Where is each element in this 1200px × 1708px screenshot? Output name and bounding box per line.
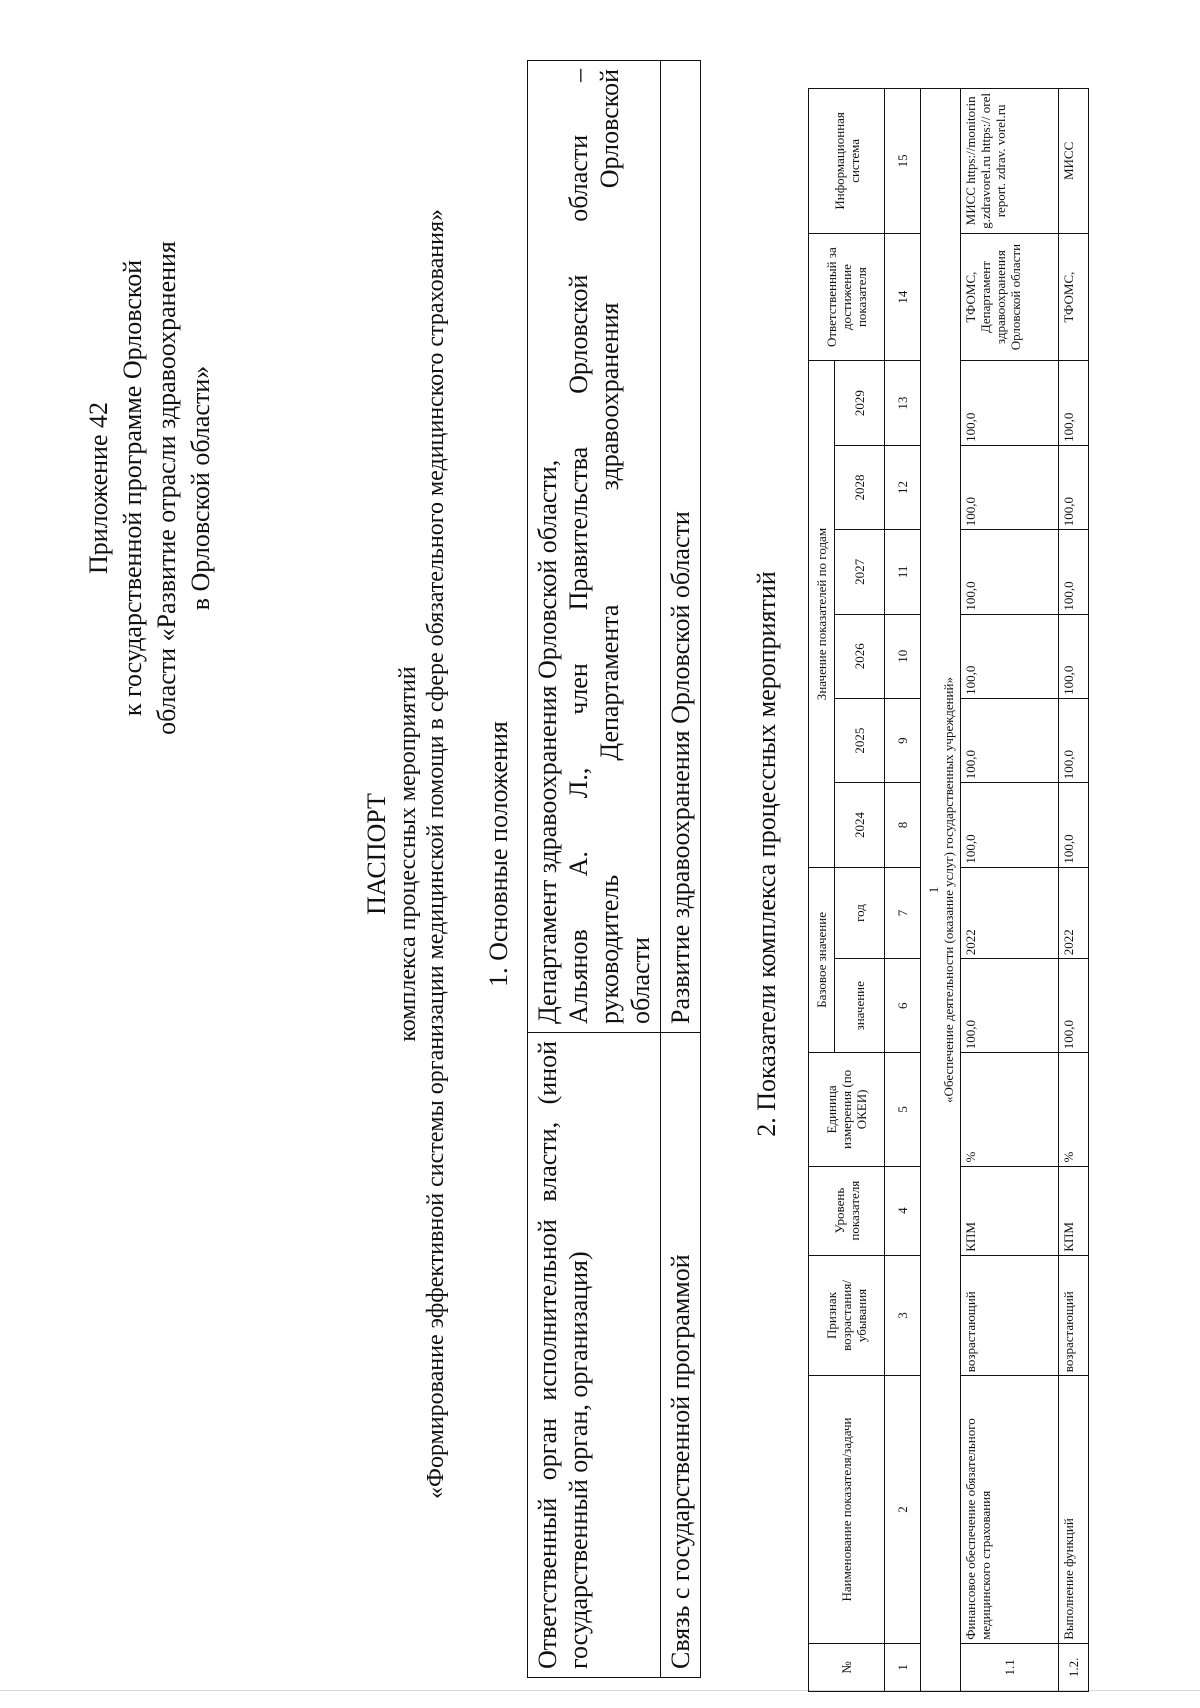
group-title-cell xyxy=(921,89,961,1692)
group-row xyxy=(921,89,961,1692)
row-unit-cell: % xyxy=(1059,1053,1089,1166)
appendix-line: к государственной программе Орловской xyxy=(118,259,147,717)
row-value-cell: 100,0 xyxy=(961,698,1059,782)
column-number-row xyxy=(885,89,921,1692)
appendix-header xyxy=(82,148,218,828)
row-value-cell: 100,0 xyxy=(961,361,1059,445)
column-number-cell: 15 xyxy=(885,89,921,234)
table-header-row xyxy=(809,89,835,1692)
row-info-system-cell: МИСС xyxy=(1059,89,1089,234)
row-name-cell: Финансовое обеспечение обязательного медицинского страхования xyxy=(961,1376,1059,1644)
row-value-cell: 100,0 xyxy=(961,614,1059,698)
row-value-cell: 100,0 xyxy=(1059,445,1089,529)
row-name-cell: Выполнение функций xyxy=(1059,1376,1089,1644)
table-cell-label xyxy=(661,1033,701,1678)
column-number-cell: 3 xyxy=(885,1255,921,1376)
header-cell-name: Наименование показателя/задачи xyxy=(809,1376,885,1644)
header-cell-sign: Признак возрастания/ убывания xyxy=(809,1255,885,1376)
row-value-cell: 100,0 xyxy=(1059,783,1089,867)
cell-line: Альянов А. Л., член Правительства Орловской области – xyxy=(564,69,593,1024)
passport-title: ПАСПОРТ xyxy=(362,793,391,915)
row-value-cell: 100,0 xyxy=(1059,698,1089,782)
appendix-line: в Орловской области» xyxy=(186,365,215,611)
column-number-cell: 11 xyxy=(885,530,921,614)
header-cell-year: 2028 xyxy=(835,445,885,529)
basic-provisions-table xyxy=(527,60,701,1678)
table-row xyxy=(528,61,661,1678)
row-level-cell: КПМ xyxy=(1059,1166,1089,1255)
column-number-cell: 4 xyxy=(885,1166,921,1255)
cell-line: Связь с государственной программой xyxy=(666,1254,695,1669)
row-num-cell: 1.1 xyxy=(961,1643,1059,1691)
column-number-cell: 5 xyxy=(885,1053,921,1166)
table-row xyxy=(1059,89,1089,1692)
cell-line: Департамент здравоохранения Орловской области, xyxy=(533,459,562,1024)
row-responsible-cell: ТФОМС, xyxy=(1059,233,1089,361)
row-base-value-cell: 100,0 xyxy=(1059,959,1089,1053)
passport-name: «Формирование эффективной системы организации медицинской помощи в сфере обязательного медицинского страхования» xyxy=(423,209,449,1499)
column-number-cell: 10 xyxy=(885,614,921,698)
group-title: «Обеспечение деятельности (оказание услуг) государственных учреждений» xyxy=(940,677,956,1103)
cell-line: области xyxy=(626,937,655,1024)
column-number-cell: 12 xyxy=(885,445,921,529)
column-number-cell: 13 xyxy=(885,361,921,445)
table-row xyxy=(661,61,701,1678)
header-cell-year: 2029 xyxy=(835,361,885,445)
table-row xyxy=(961,89,1059,1692)
column-number-cell: 1 xyxy=(885,1643,921,1691)
row-info-system-cell: МИСС https://monitoring.zdravorel.ru https:// orelreport. zdrav. vorel.ru xyxy=(961,89,1059,234)
row-value-cell: 100,0 xyxy=(961,530,1059,614)
header-cell-year: 2025 xyxy=(835,698,885,782)
row-base-year-cell: 2022 xyxy=(1059,867,1089,959)
cell-line: Развитие здравоохранения Орловской области xyxy=(666,511,695,1024)
column-number-cell: 14 xyxy=(885,233,921,361)
table-cell-label xyxy=(528,1033,661,1678)
column-number-cell: 8 xyxy=(885,783,921,867)
row-sign-cell: возрастающий xyxy=(1059,1255,1089,1376)
header-cell-year: 2024 xyxy=(835,783,885,867)
table-cell-value xyxy=(661,61,701,1033)
header-cell-base: Базовое значение xyxy=(809,867,835,1053)
header-cell-responsible: Ответственный за достижение показателя xyxy=(809,233,885,361)
row-level-cell: КПМ xyxy=(961,1166,1059,1255)
row-base-value-cell: 100,0 xyxy=(961,959,1059,1053)
cell-line: Ответственный орган исполнительной власти, (иной xyxy=(533,1041,562,1669)
group-number: 1 xyxy=(925,886,941,894)
column-number-cell: 6 xyxy=(885,959,921,1053)
appendix-line: области «Развитие отрасли здравоохранения xyxy=(152,241,181,735)
row-value-cell: 100,0 xyxy=(1059,614,1089,698)
header-cell-base-year: год xyxy=(835,867,885,959)
header-cell-base-value: значение xyxy=(835,959,885,1053)
cell-line: руководитель Департамента здравоохранения Орловской xyxy=(595,69,624,1024)
row-num-cell: 1.2. xyxy=(1059,1643,1089,1691)
row-value-cell: 100,0 xyxy=(1059,361,1089,445)
row-value-cell: 100,0 xyxy=(961,783,1059,867)
appendix-line: Приложение 42 xyxy=(84,401,113,575)
passport-subtitle: комплекса процессных мероприятий xyxy=(395,666,421,1042)
row-base-year-cell: 2022 xyxy=(961,867,1059,959)
row-value-cell: 100,0 xyxy=(961,445,1059,529)
header-cell-year: 2027 xyxy=(835,530,885,614)
table-cell-value xyxy=(528,61,661,1033)
cell-line: государственный орган, организация) xyxy=(564,1251,593,1669)
indicators-table xyxy=(808,88,1089,1692)
row-unit-cell: % xyxy=(961,1053,1059,1166)
header-cell-num: № xyxy=(809,1643,885,1691)
column-number-cell: 7 xyxy=(885,867,921,959)
section1-title: 1. Основные положения xyxy=(484,721,513,987)
header-cell-info-system: Информационная система xyxy=(809,89,885,234)
row-value-cell: 100,0 xyxy=(1059,530,1089,614)
column-number-cell: 9 xyxy=(885,698,921,782)
header-cell-unit: Единица измерения (по ОКЕИ) xyxy=(809,1053,885,1166)
header-cell-year: 2026 xyxy=(835,614,885,698)
row-responsible-cell: ТФОМС, Департамент здравоохранения Орловской области xyxy=(961,233,1059,361)
column-number-cell: 2 xyxy=(885,1376,921,1644)
header-cell-level: Уровень показателя xyxy=(809,1166,885,1255)
row-sign-cell: возрастающий xyxy=(961,1255,1059,1376)
section2-title: 2. Показатели комплекса процессных мероприятий xyxy=(752,571,781,1137)
header-cell-by-years: Значение показателей по годам xyxy=(809,361,835,867)
